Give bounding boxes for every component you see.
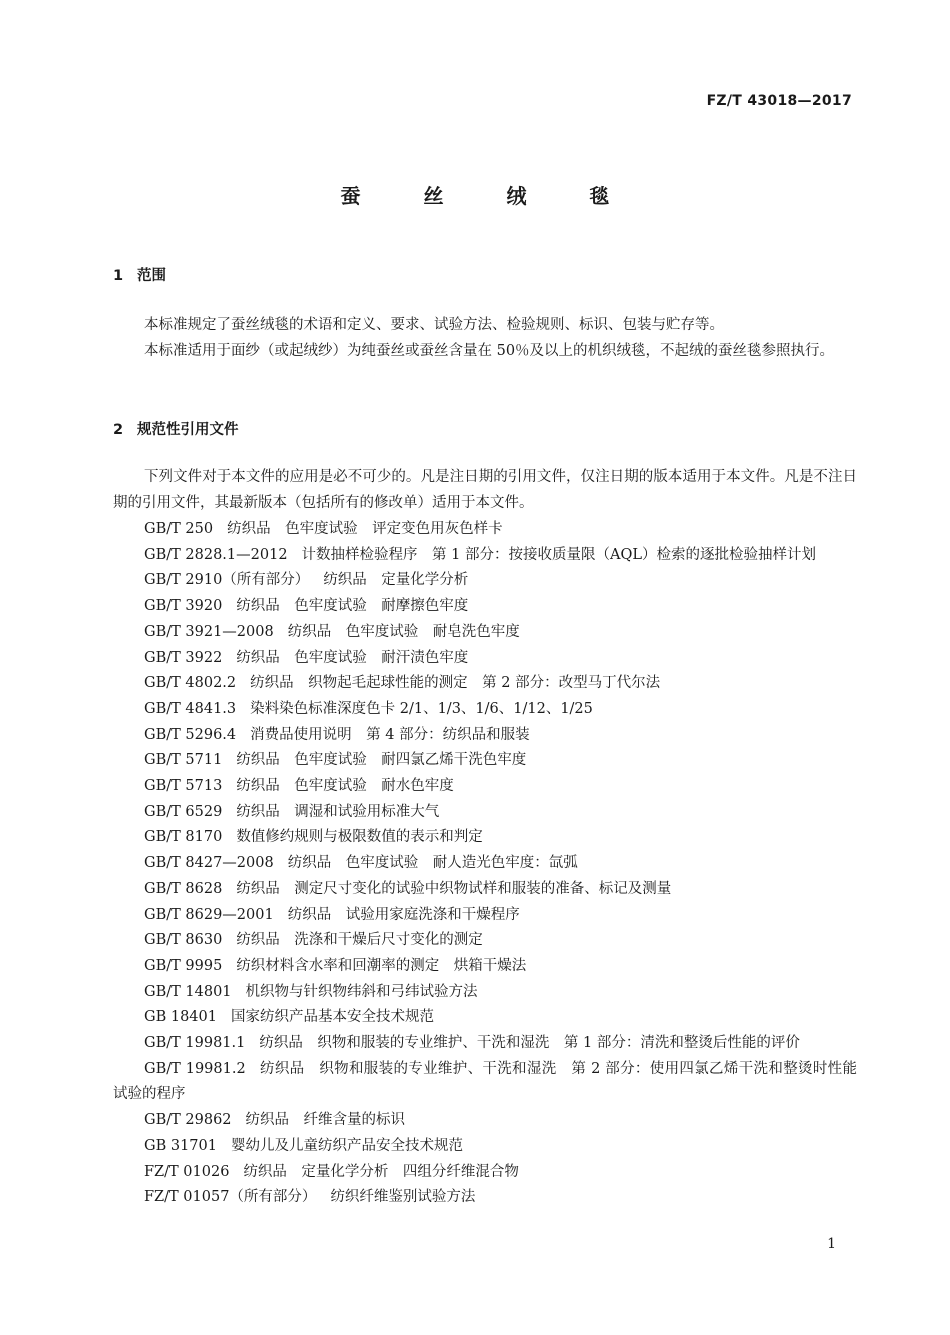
reference-title: 纺织品 定量化学分析 四组分纤维混合物 [243, 1163, 519, 1180]
reference-item [113, 1160, 857, 1186]
reference-code: GB 31701 [144, 1137, 217, 1154]
section-title: 范围 [137, 268, 166, 284]
reference-item [113, 1108, 857, 1134]
reference-title: 纺织纤维鉴别试验方法 [330, 1189, 476, 1206]
reference-code: GB/T 8629—2001 [144, 906, 274, 923]
reference-title: 纺织品 织物起毛起球性能的测定 第 2 部分：改型马丁代尔法 [250, 675, 661, 692]
reference-item [113, 800, 857, 826]
scope-paragraph-1: 本标准规定了蚕丝绒毯的术语和定义、要求、试验方法、检验规则、标识、包装与贮存等。 [144, 317, 724, 333]
reference-code: GB/T 8628 [144, 880, 223, 897]
reference-title: 消费品使用说明 第 4 部分：纺织品和服装 [250, 726, 530, 743]
reference-title: 纺织材料含水率和回潮率的测定 烘箱干燥法 [236, 957, 527, 974]
reference-title: 纺织品 织物和服装的专业维护、干洗和湿洗 第 1 部分：清洗和整烫后性能的评价 [259, 1035, 800, 1052]
reference-code: GB/T 5713 [144, 778, 223, 795]
reference-title: 纺织品 试验用家庭洗涤和干燥程序 [287, 906, 520, 923]
reference-title: 数值修约规则与极限数值的表示和判定 [236, 829, 483, 846]
scope-paragraph-2: 本标准适用于面纱（或起绒纱）为纯蚕丝或蚕丝含量在 50％及以上的机织绒毯，不起绒的蚕丝毯参照执行。 [144, 343, 835, 359]
reference-code: GB/T 3922 [144, 649, 223, 666]
reference-list [113, 517, 857, 1211]
reference-item [113, 851, 857, 877]
document-code: FZ/T 43018—2017 [706, 93, 852, 109]
reference-title: 纺织品 色牢度试验 耐水色牢度 [236, 778, 454, 795]
reference-item [113, 697, 857, 723]
reference-item [113, 1057, 857, 1108]
reference-item [113, 568, 857, 594]
reference-code: GB/T 8427—2008 [144, 855, 274, 872]
references-intro: 下列文件对于本文件的应用是必不可少的。凡是注日期的引用文件，仅注日期的版本适用于本文件。凡是不注日期的引用文件，其最新版本（包括所有的修改单）适用于本文件。 [113, 469, 857, 511]
reference-title: 纺织品 测定尺寸变化的试验中织物试样和服装的准备、标记及测量 [236, 880, 672, 897]
reference-title: 纺织品 色牢度试验 耐汗渍色牢度 [236, 649, 469, 666]
reference-title: 纺织品 织物和服装的专业维护、干洗和湿洗 第 2 部分：使用四氯乙烯干洗和整烫时性能试验的程序 [113, 1060, 857, 1103]
reference-code: GB/T 5296.4 [144, 726, 237, 743]
section-1-heading [113, 264, 166, 285]
reference-item [113, 928, 857, 954]
section-number: 1 [113, 268, 124, 284]
reference-item [113, 877, 857, 903]
reference-code: GB/T 9995 [144, 957, 223, 974]
reference-code: GB/T 3921—2008 [144, 623, 274, 640]
reference-item [113, 774, 857, 800]
reference-code: GB/T 2910（所有部分） [144, 572, 310, 589]
section-2-heading [113, 418, 239, 439]
reference-code: GB/T 6529 [144, 803, 223, 820]
reference-title: 计数抽样检验程序 第 1 部分：按接收质量限（AQL）检索的逐批检验抽样计划 [301, 546, 816, 563]
reference-title: 机织物与针织物纬斜和弓纬试验方法 [245, 983, 478, 1000]
document-title: 蚕 丝 绒 毯 [340, 184, 638, 208]
reference-item [113, 980, 857, 1006]
reference-code: GB/T 8170 [144, 829, 223, 846]
reference-item [113, 671, 857, 697]
reference-code: GB/T 3920 [144, 598, 223, 615]
reference-title: 纺织品 色牢度试验 耐四氯乙烯干洗色牢度 [236, 752, 527, 769]
reference-item [113, 723, 857, 749]
reference-item [113, 620, 857, 646]
reference-code: GB/T 5711 [144, 752, 223, 769]
section-title: 规范性引用文件 [137, 422, 239, 438]
reference-item [113, 646, 857, 672]
reference-title: 纺织品 洗涤和干燥后尺寸变化的测定 [236, 932, 483, 949]
reference-code: FZ/T 01026 [144, 1163, 230, 1180]
reference-item [113, 543, 857, 569]
reference-item [113, 1134, 857, 1160]
reference-code: GB/T 8630 [144, 932, 223, 949]
reference-item [113, 825, 857, 851]
reference-item [113, 1185, 857, 1211]
reference-code: GB/T 2828.1—2012 [144, 546, 288, 563]
reference-item [113, 903, 857, 929]
page-number: 1 [827, 1236, 836, 1252]
reference-title: 婴幼儿及儿童纺织产品安全技术规范 [230, 1137, 463, 1154]
reference-title: 纺织品 色牢度试验 耐皂洗色牢度 [287, 623, 520, 640]
reference-title: 纺织品 色牢度试验 评定变色用灰色样卡 [227, 521, 503, 537]
section-number: 2 [113, 422, 124, 438]
reference-code: GB/T 250 [144, 521, 214, 537]
reference-title: 纺织品 调湿和试验用标准大气 [236, 803, 440, 820]
reference-item [113, 517, 857, 543]
reference-title: 国家纺织产品基本安全技术规范 [230, 1009, 434, 1026]
reference-item [113, 1031, 857, 1057]
reference-title: 纺织品 色牢度试验 耐人造光色牢度：氙弧 [287, 855, 578, 872]
reference-code: GB/T 4802.2 [144, 675, 237, 692]
reference-code: GB/T 19981.2 [144, 1060, 246, 1077]
reference-code: GB/T 29862 [144, 1112, 232, 1129]
reference-code: GB/T 19981.1 [144, 1035, 246, 1052]
reference-item [113, 1005, 857, 1031]
reference-title: 染料染色标准深度色卡 2/1、1/3、1/6、1/12、1/25 [250, 700, 593, 717]
reference-code: GB/T 4841.3 [144, 700, 237, 717]
reference-code: GB 18401 [144, 1009, 217, 1026]
reference-code: FZ/T 01057（所有部分） [144, 1189, 317, 1206]
reference-item [113, 954, 857, 980]
reference-title: 纺织品 定量化学分析 [323, 572, 469, 589]
reference-title: 纺织品 色牢度试验 耐摩擦色牢度 [236, 598, 469, 615]
reference-title: 纺织品 纤维含量的标识 [245, 1112, 406, 1129]
reference-item [113, 748, 857, 774]
reference-code: GB/T 14801 [144, 983, 232, 1000]
reference-item [113, 594, 857, 620]
